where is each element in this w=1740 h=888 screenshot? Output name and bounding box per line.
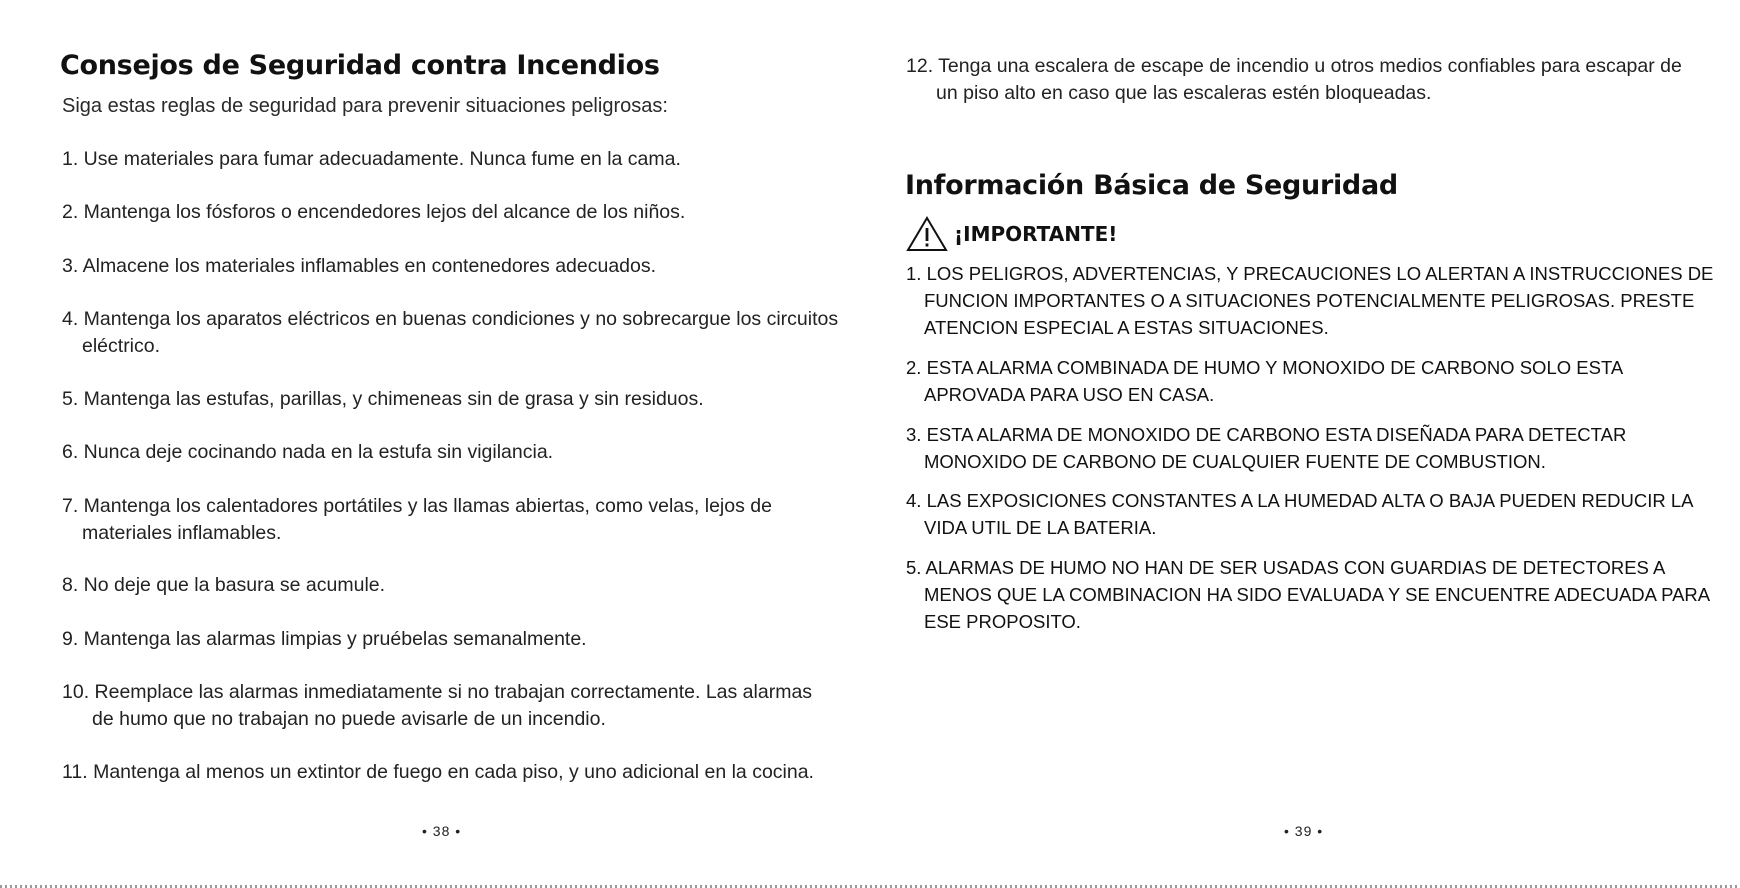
tip-1: 1. Use materiales para fumar adecuadamente. Nunca fume en la cama. — [62, 148, 681, 170]
tip-10: 10. Reemplace las alarmas inmediatamente si no trabajan correctamente. Las alarmas de humo que no trabajan no puede avisarle de un incendio. — [62, 681, 813, 730]
tip-9: 9. Mantenga las alarmas limpias y pruébelas semanalmente. — [62, 628, 587, 650]
tip-8: 8. No deje que la basura se acumule. — [62, 574, 386, 596]
tip-11: 11. Mantenga al menos un extintor de fuego en cada piso, y uno adicional en la cocina. — [62, 761, 814, 783]
page-number: • 38 • — [422, 823, 462, 839]
notice-4: 4. LAS EXPOSICIONES CONSTANTES A LA HUMEDAD ALTA O BAJA PUEDEN REDUCIR LA VIDA UTIL DE LA BATERIA. — [906, 490, 1693, 538]
important-label: ¡IMPORTANTE! — [954, 222, 1118, 246]
page-number: • 39 • — [1284, 823, 1324, 839]
important-notice — [906, 216, 1117, 252]
page-title: Consejos de Seguridad contra Incendios — [60, 50, 660, 81]
notice-1: 1. LOS PELIGROS, ADVERTENCIAS, Y PRECAUCIONES LO ALERTAN A INSTRUCCIONES DE FUNCION IMPORTANTES O A SITUACIONES POTENCIALMENTE PELIGROSAS. PRESTE ATENCION ESPECIAL A ESTAS SITUACIONES. — [906, 263, 1714, 338]
warning-triangle-icon — [906, 216, 948, 252]
tip-2: 2. Mantenga los fósforos o encendedores lejos del alcance de los niños. — [62, 201, 686, 223]
tip-7: 7. Mantenga los calentadores portátiles y las llamas abiertas, como velas, lejos de materiales inflamables. — [62, 495, 772, 544]
tip-3: 3. Almacene los materiales inflamables en contenedores adecuados. — [62, 255, 657, 277]
notice-2: 2. ESTA ALARMA COMBINADA DE HUMO Y MONOXIDO DE CARBONO SOLO ESTA APROVADA PARA USO EN CASA. — [906, 357, 1623, 405]
section-title: Información Básica de Seguridad — [905, 170, 1398, 201]
intro-text: Siga estas reglas de seguridad para prevenir situaciones peligrosas: — [62, 95, 668, 117]
notice-5: 5. ALARMAS DE HUMO NO HAN DE SER USADAS CON GUARDIAS DE DETECTORES A MENOS QUE LA COMBINACION HA SIDO EVALUADA Y SE ENCUENTRE ADECUADA PARA ESE PROPOSITO. — [906, 557, 1710, 632]
notice-3: 3. ESTA ALARMA DE MONOXIDO DE CARBONO ESTA DISEÑADA PARA DETECTAR MONOXIDO DE CARBONO DE CUALQUIER FUENTE DE COMBUSTION. — [906, 424, 1627, 472]
tip-6: 6. Nunca deje cocinando nada en la estufa sin vigilancia. — [62, 441, 554, 463]
right-page — [870, 0, 1740, 888]
tip-4: 4. Mantenga los aparatos eléctricos en buenas condiciones y no sobrecargue los circuitos eléctrico. — [62, 308, 839, 357]
tip-12: 12. Tenga una escalera de escape de incendio u otros medios confiables para escapar de un piso alto en caso que las escaleras estén bloqueadas. — [906, 55, 1682, 104]
tip-5: 5. Mantenga las estufas, parillas, y chimeneas sin de grasa y sin residuos. — [62, 388, 704, 410]
